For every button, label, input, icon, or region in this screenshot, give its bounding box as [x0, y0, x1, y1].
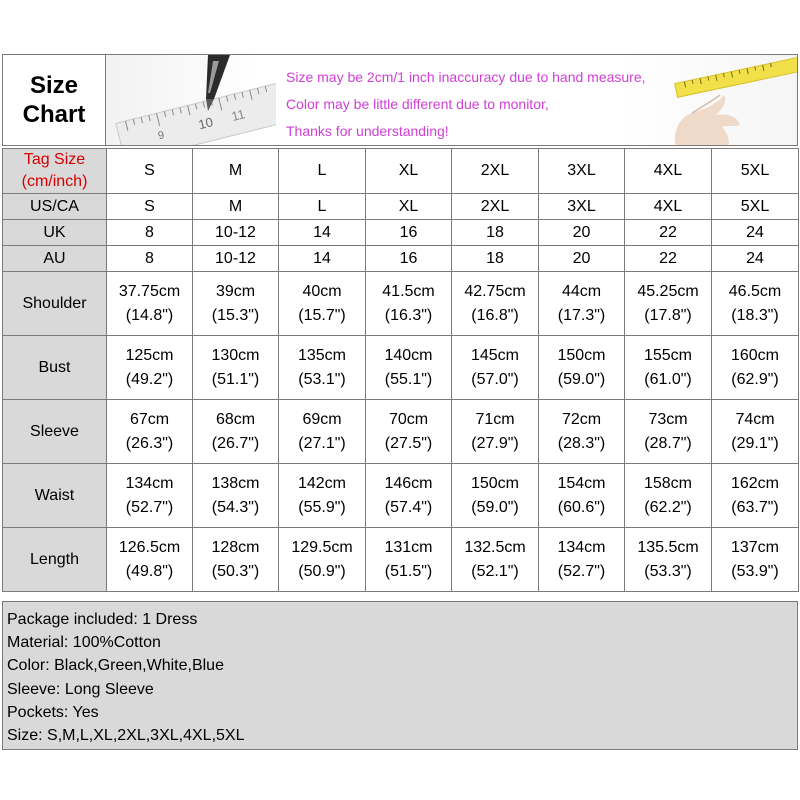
table-cell: 20: [539, 246, 625, 272]
inch-value: (17.3"): [557, 306, 606, 324]
cm-value: 128cm: [211, 538, 260, 556]
table-cell: [712, 464, 799, 528]
inch-value: (29.1"): [731, 434, 779, 452]
table-cell: [107, 464, 193, 528]
table-cell: 22: [625, 220, 712, 246]
inch-value: (50.9"): [298, 562, 346, 580]
row-label: UK: [3, 220, 107, 246]
table-cell: [712, 272, 799, 336]
cm-value: 134cm: [557, 538, 606, 556]
tag-size-label: Tag Size: [23, 151, 86, 168]
inch-value: (52.1"): [471, 562, 519, 580]
table-cell: [539, 528, 625, 592]
table-cell: 24: [712, 246, 799, 272]
table-cell: [539, 464, 625, 528]
table-cell: [107, 272, 193, 336]
info-line-pockets: Pockets: Yes: [7, 703, 99, 721]
table-row-au: [3, 246, 799, 272]
table-cell: [452, 464, 539, 528]
inch-value: (55.9"): [298, 498, 346, 516]
table-cell: [193, 400, 279, 464]
inch-value: (51.5"): [384, 562, 433, 580]
cm-value: 158cm: [643, 474, 693, 492]
inch-value: (59.0"): [557, 370, 606, 388]
cm-value: 46.5cm: [728, 282, 782, 300]
row-label: Length: [3, 528, 107, 592]
table-cell: [279, 400, 366, 464]
info-line-color: Color: Black,Green,White,Blue: [7, 657, 224, 675]
cm-value: 69cm: [302, 410, 342, 428]
table-cell: [366, 464, 452, 528]
ruler-number: 10: [196, 114, 215, 133]
size-chart-header: [0, 54, 800, 148]
table-cell: [193, 528, 279, 592]
inch-value: (49.8"): [125, 562, 174, 580]
cm-value: 74cm: [735, 410, 775, 428]
inch-value: (62.9"): [731, 370, 779, 388]
table-cell: L: [279, 194, 366, 220]
cm-value: 130cm: [211, 346, 260, 364]
table-cell: 3XL: [539, 194, 625, 220]
inch-value: (53.1"): [298, 370, 346, 388]
inch-value: (60.6"): [557, 498, 606, 516]
inch-value: (59.0"): [471, 498, 519, 516]
inch-value: (18.3"): [731, 306, 779, 324]
table-cell: [539, 400, 625, 464]
table-cell: [279, 528, 366, 592]
table-row-us-ca: [3, 194, 799, 220]
info-line-sleeve: Sleeve: Long Sleeve: [7, 680, 154, 698]
cm-value: 126.5cm: [118, 538, 181, 556]
table-cell: 8: [107, 220, 193, 246]
info-line-material: Material: 100%Cotton: [7, 634, 161, 652]
measuring-tape-hand-illustration: [636, 55, 798, 146]
inch-value: (57.0"): [471, 370, 519, 388]
cm-value: 71cm: [475, 410, 515, 428]
cm-value: 70cm: [388, 410, 429, 428]
cm-value: 72cm: [561, 410, 602, 428]
table-cell: [539, 336, 625, 400]
table-cell: 16: [366, 246, 452, 272]
table-cell: 10-12: [193, 246, 279, 272]
table-cell: [366, 272, 452, 336]
size-header-cell: 4XL: [625, 149, 712, 194]
inch-value: (54.3"): [211, 498, 260, 516]
table-cell: [193, 464, 279, 528]
table-cell: [452, 336, 539, 400]
table-row-bust: [3, 336, 799, 400]
inch-value: (27.9"): [471, 434, 519, 452]
table-cell: [452, 400, 539, 464]
title-cell: [2, 54, 106, 146]
table-cell: [107, 528, 193, 592]
size-header-cell: S: [107, 149, 193, 194]
inch-value: (16.8"): [471, 306, 519, 324]
cm-value: 140cm: [384, 346, 433, 364]
table-cell: 18: [452, 246, 539, 272]
tag-size-unit: (cm/inch): [21, 173, 88, 190]
size-header-cell: L: [279, 149, 366, 194]
cm-value: 45.25cm: [637, 282, 699, 300]
table-cell: [366, 336, 452, 400]
ruler-pen-illustration: [106, 55, 276, 146]
cm-value: 131cm: [384, 538, 433, 556]
inch-value: (28.7"): [644, 434, 692, 452]
table-cell: [366, 400, 452, 464]
inch-value: (28.3"): [557, 434, 606, 452]
table-cell: [193, 272, 279, 336]
table-cell: [539, 272, 625, 336]
notice-line: Thanks for understanding!: [286, 123, 449, 139]
table-cell: [107, 400, 193, 464]
size-header-cell: 3XL: [539, 149, 625, 194]
table-cell: 5XL: [712, 194, 799, 220]
row-label: Shoulder: [3, 272, 107, 336]
inch-value: (52.7"): [125, 498, 174, 516]
table-cell: [452, 272, 539, 336]
table-cell: XL: [366, 194, 452, 220]
cm-value: 134cm: [125, 474, 174, 492]
inch-value: (61.0"): [644, 370, 692, 388]
inch-value: (14.8"): [125, 306, 174, 324]
cm-value: 129.5cm: [291, 538, 353, 556]
cm-value: 142cm: [297, 474, 347, 492]
info-line-package: Package included: 1 Dress: [7, 611, 198, 628]
table-cell: [625, 272, 712, 336]
table-cell: [452, 528, 539, 592]
row-label: AU: [3, 246, 107, 272]
row-label: Sleeve: [3, 400, 107, 464]
size-header-cell: M: [193, 149, 279, 194]
inch-value: (62.2"): [644, 498, 692, 516]
row-label: Waist: [3, 464, 107, 528]
inch-value: (55.1"): [384, 370, 433, 388]
inch-value: (26.7"): [211, 434, 260, 452]
table-cell: [625, 336, 712, 400]
table-cell: 2XL: [452, 194, 539, 220]
inch-value: (26.3"): [125, 434, 174, 452]
cm-value: 40cm: [302, 282, 342, 300]
table-cell: [193, 336, 279, 400]
table-cell: S: [107, 194, 193, 220]
cm-value: 137cm: [730, 538, 780, 556]
table-row-sleeve: [3, 400, 799, 464]
table-cell: 16: [366, 220, 452, 246]
table-cell: [625, 400, 712, 464]
cm-value: 67cm: [129, 410, 170, 428]
inch-value: (57.4"): [384, 498, 433, 516]
cm-value: 42.75cm: [464, 282, 526, 300]
table-row-length: [3, 528, 799, 592]
table-cell: [712, 528, 799, 592]
ruler-number: 9: [156, 129, 166, 143]
notice-line: Color may be little different due to monitor,: [286, 96, 549, 112]
table-cell: 14: [279, 220, 366, 246]
size-table: [2, 148, 799, 592]
title-line-1: Size: [29, 72, 79, 99]
table-row-waist: [3, 464, 799, 528]
table-cell: 8: [107, 246, 193, 272]
cm-value: 125cm: [125, 346, 174, 364]
tag-size-label-cell: [3, 149, 107, 194]
cm-value: 135.5cm: [637, 538, 699, 556]
cm-value: 73cm: [648, 410, 688, 428]
table-cell: 24: [712, 220, 799, 246]
inch-value: (16.3"): [384, 306, 433, 324]
inch-value: (15.3"): [211, 306, 260, 324]
inch-value: (63.7"): [731, 498, 779, 516]
inch-value: (15.7"): [298, 306, 346, 324]
table-cell: 14: [279, 246, 366, 272]
info-line-size: Size: S,M,L,XL,2XL,3XL,4XL,5XL: [7, 727, 245, 745]
cm-value: 150cm: [470, 474, 520, 492]
table-cell: 20: [539, 220, 625, 246]
cm-value: 150cm: [557, 346, 606, 364]
table-cell: 18: [452, 220, 539, 246]
table-cell: M: [193, 194, 279, 220]
product-info-box: [2, 601, 798, 750]
table-cell: [712, 336, 799, 400]
inch-value: (27.5"): [384, 434, 433, 452]
cm-value: 68cm: [215, 410, 256, 428]
size-header-cell: 5XL: [712, 149, 799, 194]
ruler-number: 11: [229, 106, 247, 125]
table-cell: [625, 528, 712, 592]
row-label: Bust: [3, 336, 107, 400]
table-row-shoulder: [3, 272, 799, 336]
table-cell: [366, 528, 452, 592]
table-row-tag-size: [3, 149, 799, 194]
table-cell: [279, 336, 366, 400]
size-header-cell: 2XL: [452, 149, 539, 194]
table-cell: [625, 464, 712, 528]
table-row-uk: [3, 220, 799, 246]
cm-value: 162cm: [730, 474, 780, 492]
cm-value: 146cm: [384, 474, 433, 492]
table-cell: [712, 400, 799, 464]
notice-line: Size may be 2cm/1 inch inaccuracy due to hand measure,: [286, 69, 646, 85]
table-cell: [279, 464, 366, 528]
table-cell: [107, 336, 193, 400]
cm-value: 132.5cm: [464, 538, 526, 556]
table-cell: 4XL: [625, 194, 712, 220]
inch-value: (53.3"): [644, 562, 692, 580]
cm-value: 135cm: [297, 346, 347, 364]
inch-value: (53.9"): [731, 562, 779, 580]
inch-value: (49.2"): [125, 370, 174, 388]
cm-value: 44cm: [561, 282, 602, 300]
size-header-cell: XL: [366, 149, 452, 194]
table-cell: 10-12: [193, 220, 279, 246]
inch-value: (27.1"): [298, 434, 346, 452]
row-label: US/CA: [3, 194, 107, 220]
cm-value: 138cm: [211, 474, 260, 492]
cm-value: 37.75cm: [118, 282, 181, 300]
inch-value: (50.3"): [211, 562, 260, 580]
inch-value: (52.7"): [557, 562, 606, 580]
title-line-2: Chart: [22, 101, 86, 128]
table-cell: [279, 272, 366, 336]
cm-value: 145cm: [470, 346, 520, 364]
inch-value: (17.8"): [644, 306, 692, 324]
notice-banner: [106, 54, 798, 146]
hand-icon: [675, 95, 740, 146]
cm-value: 154cm: [557, 474, 606, 492]
cm-value: 160cm: [730, 346, 780, 364]
cm-value: 41.5cm: [382, 282, 435, 300]
inch-value: (51.1"): [211, 370, 260, 388]
table-cell: 22: [625, 246, 712, 272]
cm-value: 155cm: [643, 346, 693, 364]
cm-value: 39cm: [215, 282, 256, 300]
